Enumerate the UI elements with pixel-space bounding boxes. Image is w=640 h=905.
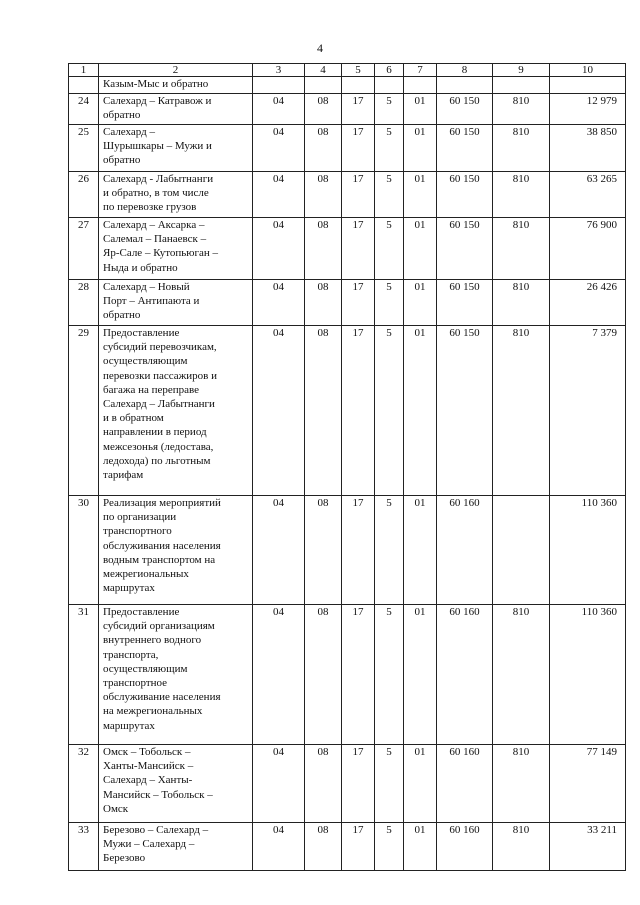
cell-col6: 5 [375, 218, 404, 280]
cell-amount: 76 900 [550, 218, 626, 280]
cell-col5: 17 [342, 172, 375, 218]
budget-table [68, 63, 626, 871]
cell-col7: 01 [404, 94, 437, 125]
row-number: 32 [69, 745, 99, 823]
table-row [69, 326, 626, 496]
cell-col4: 08 [305, 172, 342, 218]
cell-col7: 01 [404, 125, 437, 172]
table-row [69, 823, 626, 871]
cell-col8: 60 160 [437, 745, 493, 823]
header-row [69, 64, 626, 77]
cell-col6: 5 [375, 326, 404, 496]
cell-col4: 08 [305, 125, 342, 172]
route-name: Салехард – Аксарка – Салемал – Панаевск – Яр-Сале – Кутопьюган – Ныда и обратно [99, 218, 253, 280]
cell-col5: 17 [342, 496, 375, 605]
cell-col4: 08 [305, 326, 342, 496]
cell-col6: 5 [375, 496, 404, 605]
cell-col9: 810 [493, 172, 550, 218]
cell-col8: 60 150 [437, 94, 493, 125]
cell-col8: 60 160 [437, 605, 493, 745]
table-row [69, 94, 626, 125]
cell-col8: 60 150 [437, 172, 493, 218]
cell-col8: 60 150 [437, 218, 493, 280]
cell-col9: 810 [493, 823, 550, 871]
column-header: 9 [493, 64, 550, 77]
cell-col5: 17 [342, 125, 375, 172]
cell-col6: 5 [375, 605, 404, 745]
route-name: Салехард – Новый Порт – Антипаюта и обратно [99, 280, 253, 326]
table-row [69, 218, 626, 280]
cell-col8: 60 150 [437, 280, 493, 326]
cell-col3: 04 [253, 125, 305, 172]
column-header: 4 [305, 64, 342, 77]
cell-col5: 17 [342, 823, 375, 871]
cell-col9: 810 [493, 94, 550, 125]
cell-amount: 38 850 [550, 125, 626, 172]
cell-col8: 60 150 [437, 125, 493, 172]
cell-col4: 08 [305, 605, 342, 745]
cell-amount: 12 979 [550, 94, 626, 125]
cell-col4: 08 [305, 280, 342, 326]
cell-col6: 5 [375, 172, 404, 218]
column-header: 10 [550, 64, 626, 77]
page-number: 4 [317, 41, 323, 55]
cell-col9: 810 [493, 605, 550, 745]
cell-col3: 04 [253, 496, 305, 605]
route-name: Омск – Тобольск – Ханты-Мансийск – Салехард – Ханты- Мансийск – Тобольск – Омск [99, 745, 253, 823]
cell-col4: 08 [305, 94, 342, 125]
route-name: Предоставление субсидий перевозчикам, осуществляющим перевозки пассажиров и багажа на переправе Салехард – Лабытнанги и в обратном направлении в период межсезонья (ледостава, ледохода) по льготным тарифам [99, 326, 253, 496]
cell-col3: 04 [253, 94, 305, 125]
cell-col4: 08 [305, 218, 342, 280]
cell-col9: 810 [493, 280, 550, 326]
cell-col7: 01 [404, 823, 437, 871]
route-name: Предоставление субсидий организациям внутреннего водного транспорта, осуществляющим транспортное обслуживание населения на межрегиональных маршрутах [99, 605, 253, 745]
cell-col7: 01 [404, 280, 437, 326]
cell-amount: 63 265 [550, 172, 626, 218]
cell-col7: 01 [404, 326, 437, 496]
row-number: 31 [69, 605, 99, 745]
cell-amount: 26 426 [550, 280, 626, 326]
cell-amount: 110 360 [550, 605, 626, 745]
table-row [69, 496, 626, 605]
cell-col5: 17 [342, 745, 375, 823]
row-number: 25 [69, 125, 99, 172]
cell-col5: 17 [342, 218, 375, 280]
cell-col9: 810 [493, 326, 550, 496]
cell-col6: 5 [375, 823, 404, 871]
cell-col9 [493, 496, 550, 605]
cell-col4: 08 [305, 496, 342, 605]
row-number: 29 [69, 326, 99, 496]
route-name: Березово – Салехард – Мужи – Салехард – Березово [99, 823, 253, 871]
column-header: 3 [253, 64, 305, 77]
cell-col8: 60 150 [437, 326, 493, 496]
cell-col5: 17 [342, 280, 375, 326]
cell-amount: 7 379 [550, 326, 626, 496]
column-header: 6 [375, 64, 404, 77]
cell-col3: 04 [253, 326, 305, 496]
column-header: 1 [69, 64, 99, 77]
cell-amount: 33 211 [550, 823, 626, 871]
cell-col3: 04 [253, 823, 305, 871]
cell-col3: 04 [253, 218, 305, 280]
continuation-row [69, 77, 626, 94]
row-number: 24 [69, 94, 99, 125]
cell-col9: 810 [493, 745, 550, 823]
cell-col6: 5 [375, 745, 404, 823]
cell-col7: 01 [404, 605, 437, 745]
cell-col8: 60 160 [437, 823, 493, 871]
cell-col7: 01 [404, 218, 437, 280]
cell-col6: 5 [375, 280, 404, 326]
route-name: Салехард - Лабытнанги и обратно, в том числе по перевозке грузов [99, 172, 253, 218]
route-name: Реализация мероприятий по организации транспортного обслуживания населения водным транспортом на межрегиональных маршрутах [99, 496, 253, 605]
cell-col4: 08 [305, 745, 342, 823]
table-row [69, 172, 626, 218]
column-header: 2 [99, 64, 253, 77]
route-name: Салехард – Катравож и обратно [99, 94, 253, 125]
continuation-text: Казым-Мыс и обратно [99, 77, 253, 94]
row-number: 27 [69, 218, 99, 280]
cell-col3: 04 [253, 745, 305, 823]
cell-col8: 60 160 [437, 496, 493, 605]
table-row [69, 125, 626, 172]
row-number: 30 [69, 496, 99, 605]
cell-amount: 110 360 [550, 496, 626, 605]
cell-col4: 08 [305, 823, 342, 871]
cell-col9: 810 [493, 218, 550, 280]
row-number: 28 [69, 280, 99, 326]
cell-col5: 17 [342, 605, 375, 745]
table-row [69, 280, 626, 326]
cell-col6: 5 [375, 125, 404, 172]
cell-col5: 17 [342, 94, 375, 125]
table-row [69, 745, 626, 823]
row-number: 26 [69, 172, 99, 218]
cell-col7: 01 [404, 172, 437, 218]
table-row [69, 605, 626, 745]
cell-col7: 01 [404, 745, 437, 823]
cell-col6: 5 [375, 94, 404, 125]
cell-col3: 04 [253, 280, 305, 326]
cell-col5: 17 [342, 326, 375, 496]
route-name: Салехард – Шурышкары – Мужи и обратно [99, 125, 253, 172]
column-header: 5 [342, 64, 375, 77]
cell-col7: 01 [404, 496, 437, 605]
cell-col3: 04 [253, 605, 305, 745]
row-number: 33 [69, 823, 99, 871]
column-header: 8 [437, 64, 493, 77]
column-header: 7 [404, 64, 437, 77]
cell-amount: 77 149 [550, 745, 626, 823]
cell-col3: 04 [253, 172, 305, 218]
cell-col9: 810 [493, 125, 550, 172]
